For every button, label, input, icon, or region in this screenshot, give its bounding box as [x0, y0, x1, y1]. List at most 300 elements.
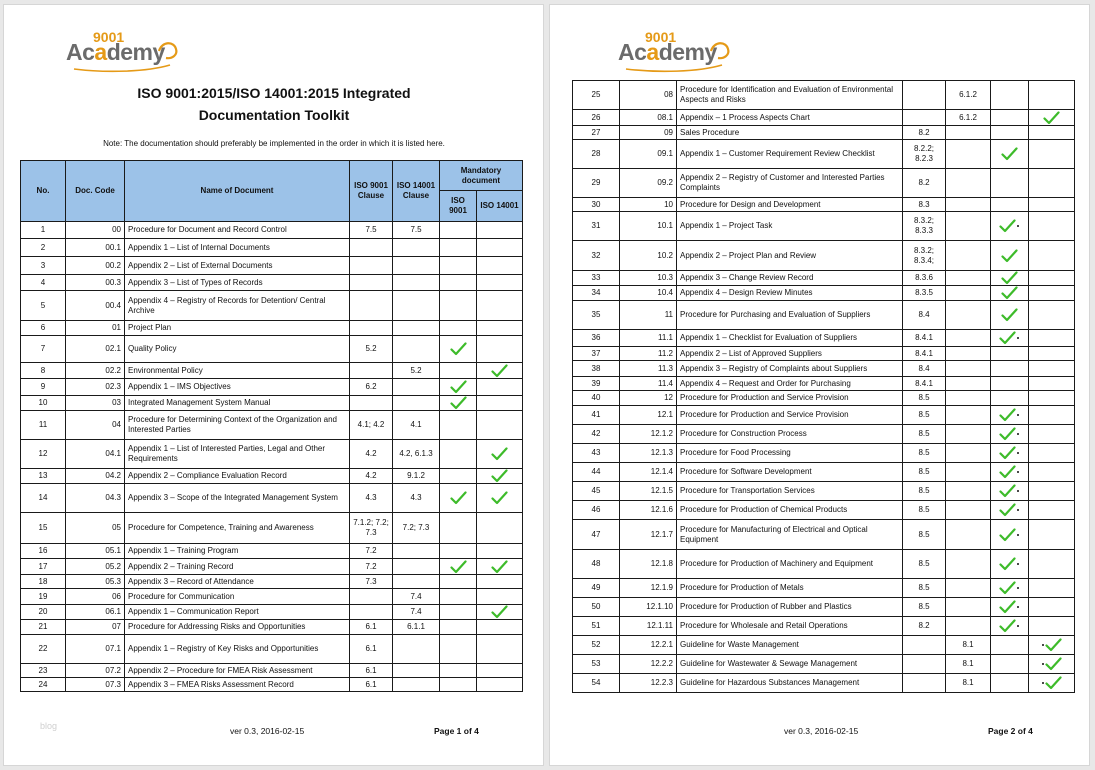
iso9001-clause: 8.4	[903, 301, 946, 330]
iso14001-clause	[393, 257, 440, 275]
doc-code: 00.4	[66, 291, 125, 321]
table-row	[21, 469, 523, 484]
doc-name: Procedure for Communication	[125, 589, 350, 605]
row-number: 35	[573, 301, 620, 330]
mandatory-14001-cell	[477, 239, 523, 257]
checkmark-icon	[491, 447, 508, 461]
iso9001-clause	[350, 363, 393, 379]
mandatory-9001-cell	[991, 482, 1029, 501]
doc-name: Appendix 2 – Project Plan and Review	[677, 241, 903, 271]
doc-code: 02.1	[66, 336, 125, 363]
doc-name: Appendix – 1 Process Aspects Chart	[677, 110, 903, 126]
mandatory-9001-cell	[991, 110, 1029, 126]
doc-name: Procedure for Transportation Services	[677, 482, 903, 501]
mandatory-9001-cell	[991, 520, 1029, 550]
checkmark-icon	[1045, 638, 1062, 652]
footer-page-number: Page 1 of 4	[434, 726, 479, 736]
iso9001-clause: 4.2	[350, 440, 393, 469]
iso9001-clause	[903, 674, 946, 693]
bullet-dot-icon	[1017, 534, 1019, 536]
title-line-1: ISO 9001:2015/ISO 14001:2015 Integrated	[137, 85, 411, 101]
mandatory-9001-cell	[991, 406, 1029, 425]
checkmark-icon	[491, 364, 508, 378]
mandatory-9001-cell	[440, 291, 477, 321]
mandatory-9001-cell	[991, 636, 1029, 655]
doc-code: 12.1.3	[620, 444, 677, 463]
doc-name: Procedure for Wholesale and Retail Operations	[677, 617, 903, 636]
doc-code: 02.3	[66, 379, 125, 396]
checkmark-icon	[999, 465, 1016, 479]
doc-code: 09.1	[620, 140, 677, 169]
doc-name: Procedure for Production and Service Provision	[677, 406, 903, 425]
iso9001-clause: 8.5	[903, 425, 946, 444]
bullet-dot-icon	[1017, 625, 1019, 627]
iso14001-clause	[393, 544, 440, 559]
table-row	[573, 198, 1075, 212]
doc-code: 12.1.7	[620, 520, 677, 550]
iso14001-clause	[946, 271, 991, 286]
iso9001-clause: 8.5	[903, 579, 946, 598]
mandatory-14001-cell	[1029, 198, 1075, 212]
iso14001-clause	[393, 336, 440, 363]
mandatory-14001-cell	[1029, 598, 1075, 617]
iso14001-clause: 7.5	[393, 222, 440, 239]
row-number: 6	[21, 321, 66, 336]
mandatory-9001-cell	[991, 501, 1029, 520]
doc-name: Procedure for Design and Development	[677, 198, 903, 212]
mandatory-14001-cell	[1029, 347, 1075, 361]
iso14001-clause	[393, 559, 440, 575]
logo-number: 9001	[93, 29, 125, 45]
doc-code: 02.2	[66, 363, 125, 379]
iso9001-clause: 8.4.1	[903, 330, 946, 347]
doc-code: 10.4	[620, 286, 677, 301]
header-iso9001-clause: ISO 9001 Clause	[350, 161, 393, 222]
iso9001-clause	[350, 257, 393, 275]
bullet-dot-icon	[1017, 587, 1019, 589]
doc-code: 04.1	[66, 440, 125, 469]
table-row	[573, 674, 1075, 693]
doc-name: Appendix 2 – Registry of Customer and Interested Parties Complaints	[677, 169, 903, 198]
doc-code: 11.1	[620, 330, 677, 347]
doc-code: 10.2	[620, 241, 677, 271]
doc-code: 08	[620, 81, 677, 110]
mandatory-9001-cell	[440, 411, 477, 440]
doc-code: 12.1.8	[620, 550, 677, 579]
header-no: No.	[21, 161, 66, 222]
table-row	[573, 361, 1075, 377]
checkmark-icon	[1045, 657, 1062, 671]
mandatory-14001-cell	[1029, 406, 1075, 425]
table-row	[573, 425, 1075, 444]
row-number: 54	[573, 674, 620, 693]
iso14001-clause	[393, 379, 440, 396]
row-number: 8	[21, 363, 66, 379]
mandatory-9001-cell	[991, 361, 1029, 377]
mandatory-14001-cell	[477, 440, 523, 469]
row-number: 10	[21, 396, 66, 411]
iso14001-clause: 8.1	[946, 636, 991, 655]
row-number: 24	[21, 678, 66, 692]
iso14001-clause: 6.1.2	[946, 81, 991, 110]
iso9001-clause	[350, 605, 393, 620]
table-row	[21, 513, 523, 544]
iso14001-clause	[946, 482, 991, 501]
mandatory-14001-cell	[477, 379, 523, 396]
mandatory-14001-cell	[477, 257, 523, 275]
iso9001-clause: 4.3	[350, 484, 393, 513]
doc-code: 12.1.11	[620, 617, 677, 636]
mandatory-9001-cell	[440, 620, 477, 635]
doc-name: Integrated Management System Manual	[125, 396, 350, 411]
iso9001-clause: 8.5	[903, 501, 946, 520]
iso9001-clause: 8.5	[903, 391, 946, 406]
iso14001-clause: 8.1	[946, 655, 991, 674]
footer-version: ver 0.3, 2016-02-15	[230, 726, 305, 736]
checkmark-icon	[491, 605, 508, 619]
row-number: 48	[573, 550, 620, 579]
iso14001-clause	[946, 444, 991, 463]
iso9001-clause: 8.4.1	[903, 347, 946, 361]
row-number: 14	[21, 484, 66, 513]
iso14001-clause	[946, 330, 991, 347]
mandatory-14001-cell	[477, 469, 523, 484]
iso14001-clause	[946, 598, 991, 617]
row-number: 25	[573, 81, 620, 110]
iso9001-clause	[350, 589, 393, 605]
doc-name: Procedure for Production of Chemical Products	[677, 501, 903, 520]
table-row	[21, 321, 523, 336]
iso9001-clause: 8.2	[903, 617, 946, 636]
bullet-dot-icon	[1017, 452, 1019, 454]
header-mandatory: Mandatory document	[440, 161, 523, 191]
table-row	[573, 241, 1075, 271]
row-number: 7	[21, 336, 66, 363]
doc-code: 10.1	[620, 212, 677, 241]
iso14001-clause	[393, 678, 440, 692]
checkmark-icon	[999, 600, 1016, 614]
table-row	[21, 635, 523, 664]
doc-code: 12.1.10	[620, 598, 677, 617]
table-row	[573, 520, 1075, 550]
iso9001-clause: 6.1	[350, 664, 393, 678]
row-number: 29	[573, 169, 620, 198]
iso9001-clause: 8.5	[903, 482, 946, 501]
mandatory-9001-cell	[991, 271, 1029, 286]
table-row	[573, 579, 1075, 598]
mandatory-9001-cell	[440, 321, 477, 336]
row-number: 44	[573, 463, 620, 482]
documents-table-page-2	[572, 80, 1075, 693]
doc-name: Procedure for Determining Context of the Organization and Interested Parties	[125, 411, 350, 440]
doc-code: 04.2	[66, 469, 125, 484]
doc-name: Appendix 1 – List of Interested Parties, Legal and Other Requirements	[125, 440, 350, 469]
row-number: 30	[573, 198, 620, 212]
mandatory-14001-cell	[1029, 241, 1075, 271]
bullet-dot-icon	[1017, 433, 1019, 435]
mandatory-14001-cell	[477, 589, 523, 605]
doc-name: Appendix 1 – Communication Report	[125, 605, 350, 620]
checkmark-icon	[1001, 147, 1018, 161]
iso14001-clause: 4.2, 6.1.3	[393, 440, 440, 469]
table-row	[21, 589, 523, 605]
table-row	[573, 655, 1075, 674]
doc-code: 00.1	[66, 239, 125, 257]
doc-code: 12.2.2	[620, 655, 677, 674]
mandatory-9001-cell	[991, 241, 1029, 271]
row-number: 16	[21, 544, 66, 559]
iso14001-clause	[946, 212, 991, 241]
checkmark-icon	[1001, 308, 1018, 322]
mandatory-14001-cell	[477, 664, 523, 678]
bullet-dot-icon	[1042, 663, 1044, 665]
mandatory-9001-cell	[991, 81, 1029, 110]
iso9001-clause: 8.3.2; 8.3.4;	[903, 241, 946, 271]
doc-name: Appendix 4 – Design Review Minutes	[677, 286, 903, 301]
mandatory-9001-cell	[440, 396, 477, 411]
iso14001-clause: 8.1	[946, 674, 991, 693]
mandatory-14001-cell	[477, 635, 523, 664]
mandatory-14001-cell	[1029, 579, 1075, 598]
iso9001-clause: 8.5	[903, 463, 946, 482]
mandatory-14001-cell	[1029, 655, 1075, 674]
mandatory-14001-cell	[477, 396, 523, 411]
iso9001-clause: 6.2	[350, 379, 393, 396]
iso14001-clause	[393, 239, 440, 257]
doc-code: 12.1	[620, 406, 677, 425]
checkmark-icon	[999, 219, 1016, 233]
table-row	[21, 440, 523, 469]
row-number: 45	[573, 482, 620, 501]
mandatory-14001-cell	[1029, 301, 1075, 330]
mandatory-9001-cell	[440, 635, 477, 664]
mandatory-9001-cell	[440, 257, 477, 275]
row-number: 32	[573, 241, 620, 271]
doc-code: 05.2	[66, 559, 125, 575]
mandatory-9001-cell	[991, 425, 1029, 444]
iso14001-clause	[946, 377, 991, 391]
mandatory-14001-cell	[1029, 482, 1075, 501]
table-row	[21, 664, 523, 678]
iso9001-clause: 5.2	[350, 336, 393, 363]
document-page-1	[3, 4, 544, 766]
iso14001-clause: 5.2	[393, 363, 440, 379]
row-number: 31	[573, 212, 620, 241]
row-number: 50	[573, 598, 620, 617]
logo-wordmark: Academy	[618, 39, 717, 65]
iso14001-clause	[946, 406, 991, 425]
checkmark-icon	[999, 446, 1016, 460]
table-row	[573, 81, 1075, 110]
doc-name: Procedure for Construction Process	[677, 425, 903, 444]
mandatory-9001-cell	[440, 575, 477, 589]
iso9001-clause: 8.5	[903, 520, 946, 550]
bullet-dot-icon	[1017, 337, 1019, 339]
doc-name: Procedure for Production of Metals	[677, 579, 903, 598]
doc-name: Appendix 1 – Registry of Key Risks and Opportunities	[125, 635, 350, 664]
header-name: Name of Document	[125, 161, 350, 222]
iso14001-clause	[946, 140, 991, 169]
doc-code: 04	[66, 411, 125, 440]
table-row	[21, 678, 523, 692]
doc-name: Appendix 3 – Scope of the Integrated Management System	[125, 484, 350, 513]
iso9001-clause: 8.4.1	[903, 377, 946, 391]
doc-code: 01	[66, 321, 125, 336]
mandatory-9001-cell	[991, 126, 1029, 140]
mandatory-9001-cell	[440, 589, 477, 605]
mandatory-14001-cell	[1029, 391, 1075, 406]
row-number: 36	[573, 330, 620, 347]
checkmark-icon	[491, 491, 508, 505]
iso14001-clause: 7.2; 7.3	[393, 513, 440, 544]
checkmark-icon	[999, 619, 1016, 633]
iso9001-clause: 8.3.5	[903, 286, 946, 301]
row-number: 49	[573, 579, 620, 598]
doc-name: Procedure for Identification and Evaluation of Environmental Aspects and Risks	[677, 81, 903, 110]
table-body	[573, 81, 1075, 693]
iso14001-clause: 6.1.1	[393, 620, 440, 635]
doc-name: Appendix 4 – Registry of Records for Detention/ Central Archive	[125, 291, 350, 321]
row-number: 17	[21, 559, 66, 575]
table-row	[21, 222, 523, 239]
iso9001-clause	[903, 655, 946, 674]
row-number: 28	[573, 140, 620, 169]
row-number: 53	[573, 655, 620, 674]
bullet-dot-icon	[1017, 471, 1019, 473]
iso9001-clause	[350, 321, 393, 336]
iso14001-clause	[393, 321, 440, 336]
iso9001-clause: 8.5	[903, 550, 946, 579]
mandatory-9001-cell	[991, 463, 1029, 482]
mandatory-9001-cell	[991, 617, 1029, 636]
checkmark-icon	[491, 469, 508, 483]
doc-name: Appendix 3 – Change Review Record	[677, 271, 903, 286]
row-number: 2	[21, 239, 66, 257]
doc-name: Environmental Policy	[125, 363, 350, 379]
row-number: 27	[573, 126, 620, 140]
doc-name: Appendix 3 – Registry of Complaints about Suppliers	[677, 361, 903, 377]
logo-wordmark: Academy	[66, 39, 165, 65]
table-row	[573, 617, 1075, 636]
doc-code: 06	[66, 589, 125, 605]
row-number: 37	[573, 347, 620, 361]
iso9001-clause: 8.2	[903, 169, 946, 198]
doc-code: 10.3	[620, 271, 677, 286]
mandatory-14001-cell	[1029, 286, 1075, 301]
iso9001-clause: 8.2	[903, 126, 946, 140]
iso14001-clause	[393, 275, 440, 291]
document-page-2	[549, 4, 1090, 766]
mandatory-9001-cell	[440, 239, 477, 257]
table-row	[21, 411, 523, 440]
table-row	[573, 463, 1075, 482]
iso14001-clause	[946, 501, 991, 520]
iso14001-clause	[393, 396, 440, 411]
checkmark-icon	[450, 380, 467, 394]
table-row	[573, 212, 1075, 241]
mandatory-9001-cell	[991, 140, 1029, 169]
checkmark-icon	[1001, 249, 1018, 263]
mandatory-14001-cell	[477, 620, 523, 635]
doc-code: 11.4	[620, 377, 677, 391]
row-number: 3	[21, 257, 66, 275]
row-number: 39	[573, 377, 620, 391]
mandatory-9001-cell	[991, 169, 1029, 198]
table-row	[21, 291, 523, 321]
doc-code: 07.2	[66, 664, 125, 678]
iso14001-clause	[946, 241, 991, 271]
table-row	[21, 239, 523, 257]
mandatory-14001-cell	[477, 321, 523, 336]
mandatory-14001-cell	[1029, 463, 1075, 482]
mandatory-14001-cell	[477, 678, 523, 692]
doc-code: 00	[66, 222, 125, 239]
mandatory-9001-cell	[991, 377, 1029, 391]
iso9001-clause: 6.1	[350, 678, 393, 692]
doc-name: Procedure for Document and Record Control	[125, 222, 350, 239]
doc-code: 03	[66, 396, 125, 411]
mandatory-9001-cell	[991, 655, 1029, 674]
iso9001-clause: 6.1	[350, 635, 393, 664]
doc-name: Appendix 2 – List of Approved Suppliers	[677, 347, 903, 361]
iso9001-clause	[903, 110, 946, 126]
watermark-text: blog	[40, 721, 58, 731]
iso9001-clause	[350, 239, 393, 257]
header-iso14001-clause: ISO 14001 Clause	[393, 161, 440, 222]
row-number: 13	[21, 469, 66, 484]
row-number: 51	[573, 617, 620, 636]
iso14001-clause	[946, 520, 991, 550]
mandatory-14001-cell	[477, 291, 523, 321]
doc-code: 06.1	[66, 605, 125, 620]
checkmark-icon	[450, 342, 467, 356]
checkmark-icon	[999, 528, 1016, 542]
iso14001-clause: 7.4	[393, 589, 440, 605]
iso14001-clause	[946, 463, 991, 482]
doc-name: Appendix 2 – Compliance Evaluation Record	[125, 469, 350, 484]
mandatory-9001-cell	[440, 222, 477, 239]
doc-name: Appendix 1 – IMS Objectives	[125, 379, 350, 396]
iso9001-clause: 6.1	[350, 620, 393, 635]
iso9001-clause: 8.3	[903, 198, 946, 212]
table-row	[573, 140, 1075, 169]
iso14001-clause: 4.3	[393, 484, 440, 513]
mandatory-14001-cell	[1029, 425, 1075, 444]
doc-name: Procedure for Manufacturing of Electrical and Optical Equipment	[677, 520, 903, 550]
iso14001-clause	[393, 664, 440, 678]
mandatory-9001-cell	[991, 444, 1029, 463]
iso14001-clause	[946, 425, 991, 444]
row-number: 11	[21, 411, 66, 440]
footer-page-number: Page 2 of 4	[988, 726, 1033, 736]
mandatory-9001-cell	[991, 579, 1029, 598]
checkmark-icon	[1045, 676, 1062, 690]
iso14001-clause: 9.1.2	[393, 469, 440, 484]
table-row	[21, 257, 523, 275]
header-doc-code: Doc. Code	[66, 161, 125, 222]
doc-code: 11	[620, 301, 677, 330]
iso14001-clause	[946, 286, 991, 301]
table-row	[573, 501, 1075, 520]
table-row	[573, 110, 1075, 126]
mandatory-14001-cell	[477, 513, 523, 544]
doc-name: Sales Procedure	[677, 126, 903, 140]
iso9001-clause: 4.2	[350, 469, 393, 484]
mandatory-9001-cell	[440, 275, 477, 291]
bullet-dot-icon	[1017, 225, 1019, 227]
implementation-note: Note: The documentation should preferably be implemented in the order in which it is listed here.	[103, 139, 445, 148]
iso9001-clause: 8.3.2; 8.3.3	[903, 212, 946, 241]
